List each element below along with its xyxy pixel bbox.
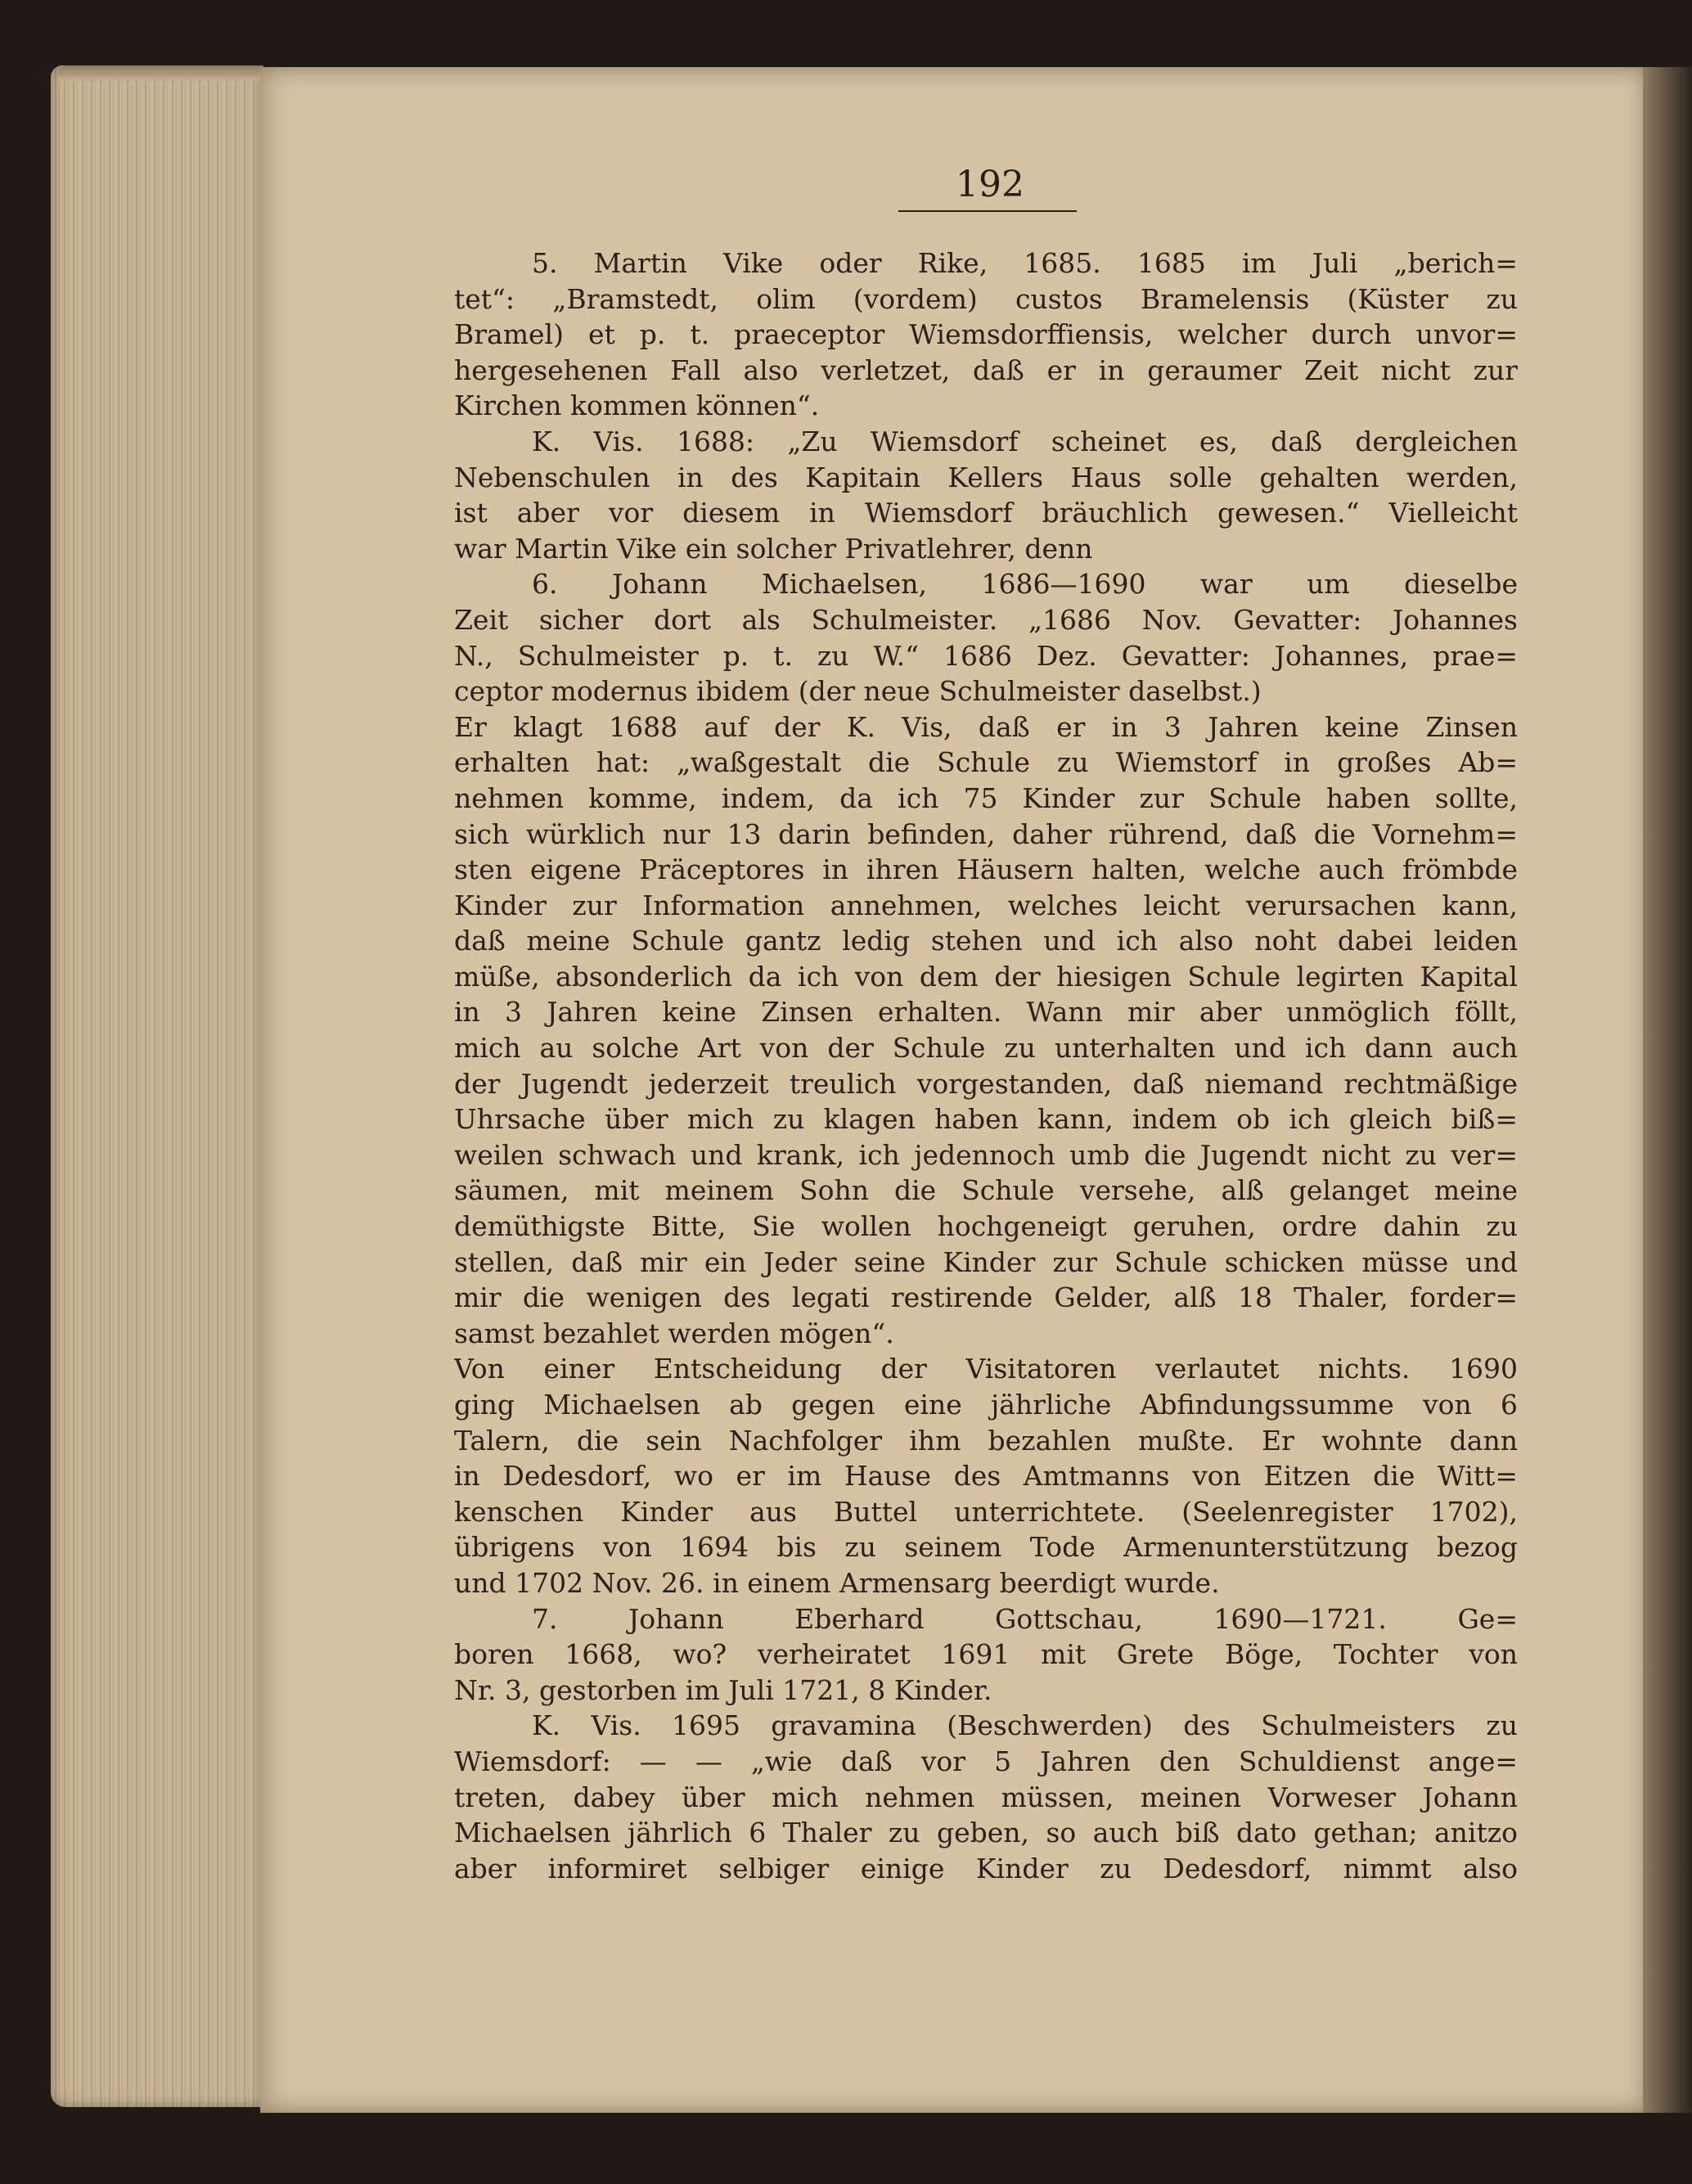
page-number-rule (898, 210, 1077, 212)
text-line: 7. Johann Eberhard Gottschau, 1690—1721. Ge= (532, 1602, 1518, 1635)
text-line: säumen, mit meinem Sohn die Schule versehe, alß gelanget meine (454, 1174, 1518, 1207)
text-line: 6. Johann Michaelsen, 1686—1690 war um dieselbe (532, 568, 1518, 601)
text-line: 5. Martin Vike oder Rike, 1685. 1685 im Juli „berich= (532, 247, 1518, 279)
binding-shadow (1643, 67, 1692, 2113)
text-line: in Dedesdorf, wo er im Hause des Amtmanns von Eitzen die Witt= (454, 1460, 1518, 1493)
text-line: weilen schwach und krank, ich jedennoch umb die Jugendt nicht zu ver= (454, 1138, 1518, 1171)
text-line: erhalten hat: „waßgestalt die Schule zu Wiemstorf in großes Ab= (454, 746, 1518, 779)
text-line: tet“: „Bramstedt, olim (vordem) custos Bramelensis (Küster zu (454, 282, 1518, 315)
page-number: 192 (956, 164, 1024, 205)
text-line: treten, dabey über mich nehmen müssen, meinen Vorweser Johann (454, 1781, 1518, 1813)
text-line: Talern, die sein Nachfolger ihm bezahlen mußte. Er wohnte dann (454, 1424, 1518, 1457)
text-line: übrigens von 1694 bis zu seinem Tode Armenunterstützung bezog (454, 1531, 1518, 1564)
text-line: ging Michaelsen ab gegen eine jährliche Abfindungssumme von 6 (454, 1389, 1518, 1421)
text-line: müße, absonderlich da ich von dem der hiesigen Schule legirten Kapital (454, 960, 1518, 993)
text-line: ceptor modernus ibidem (der neue Schulmeister daselbst.) (454, 675, 1262, 708)
text-line: aber informiret selbiger einige Kinder zu Dedesdorf, nimmt also (454, 1852, 1518, 1885)
page-edges-top (57, 65, 262, 80)
text-line: sten eigene Präceptores in ihren Häusern halten, welche auch frömbde (454, 853, 1518, 886)
text-line: N., Schulmeister p. t. zu W.“ 1686 Dez. Gevatter: Johannes, prae= (454, 639, 1518, 672)
text-line: demüthigste Bitte, Sie wollen hochgeneigt geruhen, ordre dahin zu (454, 1210, 1518, 1243)
text-line: Von einer Entscheidung der Visitatoren verlautet nichts. 1690 (454, 1353, 1518, 1385)
text-line: Kinder zur Information annehmen, welches leicht verursachen kann, (454, 889, 1518, 921)
text-line: war Martin Vike ein solcher Privatlehrer, denn (454, 532, 1093, 565)
text-line: mir die wenigen des legati restirende Gelder, alß 18 Thaler, forder= (454, 1281, 1518, 1314)
page-edges (51, 65, 263, 2107)
text-line: Nebenschulen in des Kapitain Kellers Haus solle gehalten werden, (454, 461, 1518, 493)
text-line: und 1702 Nov. 26. in einem Armensarg beerdigt wurde. (454, 1566, 1220, 1599)
text-line: der Jugendt jederzeit treulich vorgestanden, daß niemand rechtmäßige (454, 1067, 1518, 1100)
text-line: boren 1668, wo? verheiratet 1691 mit Grete Böge, Tochter von (454, 1638, 1518, 1671)
text-line: daß meine Schule gantz ledig stehen und ich also noht dabei leiden (454, 925, 1518, 957)
text-line: hergesehenen Fall also verletzet, daß er in geraumer Zeit nicht zur (454, 353, 1518, 386)
text-line: Nr. 3, gestorben im Juli 1721, 8 Kinder. (454, 1673, 992, 1706)
text-line: mich au solche Art von der Schule zu unterhalten und ich dann auch (454, 1032, 1518, 1065)
text-line: in 3 Jahren keine Zinsen erhalten. Wann mir aber unmöglich föllt, (454, 996, 1518, 1029)
text-line: Bramel) et p. t. praeceptor Wiemsdorffiensis, welcher durch unvor= (454, 318, 1518, 351)
text-line: ist aber vor diesem in Wiemsdorf bräuchlich gewesen.“ Vielleicht (454, 497, 1518, 529)
text-line: K. Vis. 1688: „Zu Wiemsdorf scheinet es, daß dergleichen (532, 425, 1518, 457)
text-line: Kirchen kommen können“. (454, 390, 820, 422)
text-line: samst bezahlet werden mögen“. (454, 1317, 894, 1349)
body-text (454, 245, 1518, 1886)
text-line: Wiemsdorf: — — „wie daß vor 5 Jahren den Schuldienst ange= (454, 1745, 1518, 1777)
text-line: kenschen Kinder aus Buttel unterrichtete. (Seelenregister 1702), (454, 1495, 1518, 1528)
text-line: Michaelsen jährlich 6 Thaler zu geben, so auch biß dato gethan; anitzo (454, 1817, 1518, 1849)
text-line: Er klagt 1688 auf der K. Vis, daß er in 3 Jahren keine Zinsen (454, 710, 1518, 743)
text-line: nehmen komme, indem, da ich 75 Kinder zur Schule haben sollte, (454, 781, 1518, 814)
text-line: K. Vis. 1695 gravamina (Beschwerden) des Schulmeisters zu (532, 1709, 1518, 1742)
text-line: sich würklich nur 13 darin befinden, daher rührend, daß die Vornehm= (454, 817, 1518, 850)
text-line: stellen, daß mir ein Jeder seine Kinder zur Schule schicken müsse und (454, 1245, 1518, 1278)
text-line: Uhrsache über mich zu klagen haben kann, indem ob ich gleich biß= (454, 1103, 1518, 1136)
text-line: Zeit sicher dort als Schulmeister. „1686 Nov. Gevatter: Johannes (454, 603, 1518, 636)
